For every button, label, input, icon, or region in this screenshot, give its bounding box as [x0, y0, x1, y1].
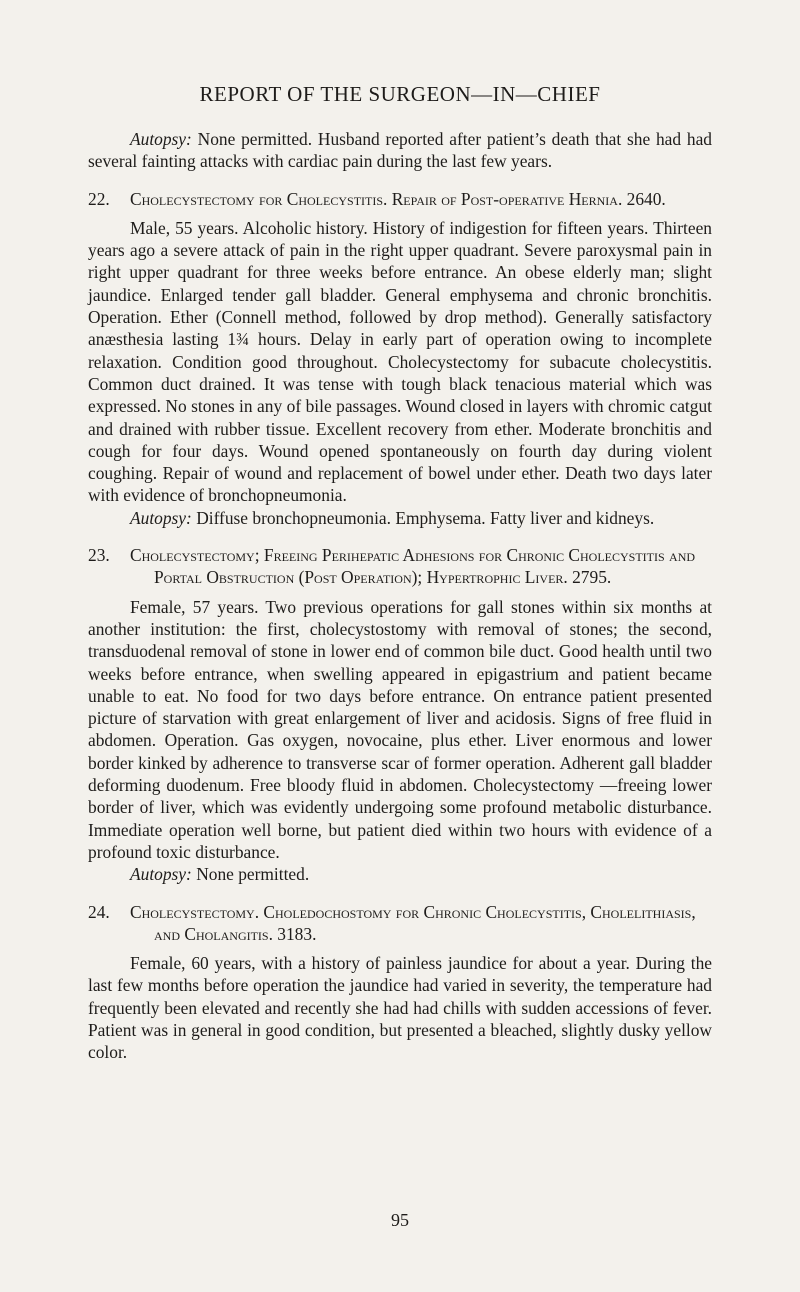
page-body [88, 128, 712, 1064]
autopsy-text: None permitted. Husband reported after patient’s death that she had had several fainting attacks with cardiac pain during the last few years. [88, 129, 712, 172]
case-23 [88, 544, 712, 885]
running-header: REPORT OF THE SURGEON—IN—CHIEF [199, 82, 601, 106]
autopsy-label: Autopsy: [130, 864, 192, 885]
case-number: 22. [88, 188, 110, 209]
case-number: 23. [88, 545, 110, 566]
case-heading: Cholecystectomy; Freeing Perihepatic Adhesions for Chronic Cholecystitis and Portal Obstruction (Post Operation); Hypertrophic Liver. 2795. [130, 545, 696, 588]
case-heading: Cholecystectomy. Choledochostomy for Chronic Cholecystitis, Cholelithiasis, and Cholangitis. 3183. [130, 901, 696, 944]
case-autopsy [88, 863, 712, 885]
case-heading: Cholecystectomy for Cholecystitis. Repair of Post-operative Hernia. 2640. [130, 188, 666, 209]
case-22 [88, 188, 712, 529]
case-autopsy [88, 507, 712, 529]
page-number: 95 [391, 1210, 409, 1230]
case-number: 24. [88, 901, 110, 922]
autopsy-text: Diffuse bronchopneumonia. Emphysema. Fatty liver and kidneys. [196, 507, 655, 528]
intro-autopsy-paragraph [88, 128, 712, 173]
case-body: Male, 55 years. Alcoholic history. History of indigestion for fifteen years. Thirteen years ago a severe attack of pain in the right upper quadrant. Severe paroxysmal pain in right upper quadrant for three weeks before entrance. An obese elderly man; slight jaundice. Enlarged tender gall bladder. General emphysema and chronic bronchitis. Operation. Ether (Connell method, followed by drop method). Generally satisfactory anæsthesia lasting 1¾ hours. Delay in early part of operation owing to incomplete relaxation. Condition good throughout. Cholecystectomy for subacute cholecystitis. Common duct drained. It was tense with tough black tenacious material which was expressed. No stones in any of bile passages. Wound closed in layers with chromic catgut and drained with rubber tissue. Excellent recovery from ether. Moderate bronchitis and cough for four days. Wound opened spontaneously on fourth day during violent coughing. Repair of wound and replacement of bowel under ether. Death two days later with evidence of bronchopneumonia. [88, 217, 712, 506]
autopsy-label: Autopsy: [130, 507, 192, 528]
autopsy-text: None permitted. [196, 864, 310, 885]
autopsy-label: Autopsy: [130, 129, 192, 149]
case-24 [88, 901, 712, 1064]
case-body: Female, 60 years, with a history of painless jaundice for about a year. During the last few months before operation the jaundice had varied in severity, the temperature had frequently been elevated and recently she had had chills with sudden accessions of fever. Patient was in general in good condition, but presented a bleached, slightly dusky yellow color. [88, 953, 712, 1063]
case-body: Female, 57 years. Two previous operations for gall stones within six months at another institution: the first, cholecystostomy with removal of stones; the second, transduodenal removal of stone in lower end of common bile duct. Good health until two weeks before entrance, when swelling appeared in epigastrium and patient became unable to eat. No food for two days before entrance. On entrance patient presented picture of starvation with great enlargement of liver and acidosis. Signs of free fluid in abdomen. Operation. Gas oxygen, novocaine, plus ether. Liver enormous and lower border kinked by adherence to transverse scar of former operation. Adherent gall bladder deforming duodenum. Free bloody fluid in abdomen. Cholecystectomy —freeing lower border of liver, which was evidently undergoing some profound metabolic disturbance. Immediate operation well borne, but patient died within two hours with evidence of a profound toxic disturbance. [88, 596, 712, 862]
